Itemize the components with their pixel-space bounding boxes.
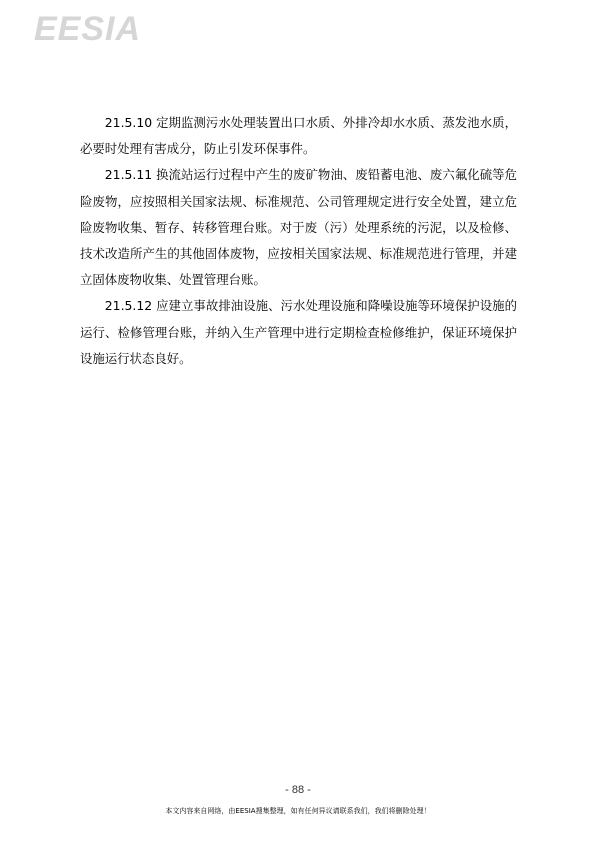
eesia-logo: EESIA: [34, 10, 142, 48]
paragraph-21-5-12: 21.5.12 应建立事故排油设施、污水处理设施和降噪设施等环境保护设施的运行、检修管理台账，并纳入生产管理中进行定期检查检修维护，保证环境保护设施运行状态良好。: [80, 298, 517, 366]
paragraph-21-5-10: 21.5.10 定期监测污水处理装置出口水质、外排冷却水水质、蒸发池水质，必要时处理有害成分，防止引发环保事件。: [80, 115, 517, 157]
footer-disclaimer: 本文内容来自网络，由EESIA搜集整理，如有任何异议请联系我们，我们将删除处理！: [165, 807, 431, 815]
document-body: [80, 110, 517, 372]
page-number: - 88 -: [285, 784, 311, 796]
paragraph-21-5-11: 21.5.11 换流站运行过程中产生的废矿物油、废铅蓄电池、废六氟化硫等危险废物，应按照相关国家法规、标准规范、公司管理规定进行安全处置，建立危险废物收集、暂存、转移管理台账。对于废（污）处理系统的污泥，以及检修、技术改造所产生的其他固体废物，应按相关国家法规、标准规范进行管理，并建立固体废物收集、处置管理台账。: [80, 167, 517, 288]
